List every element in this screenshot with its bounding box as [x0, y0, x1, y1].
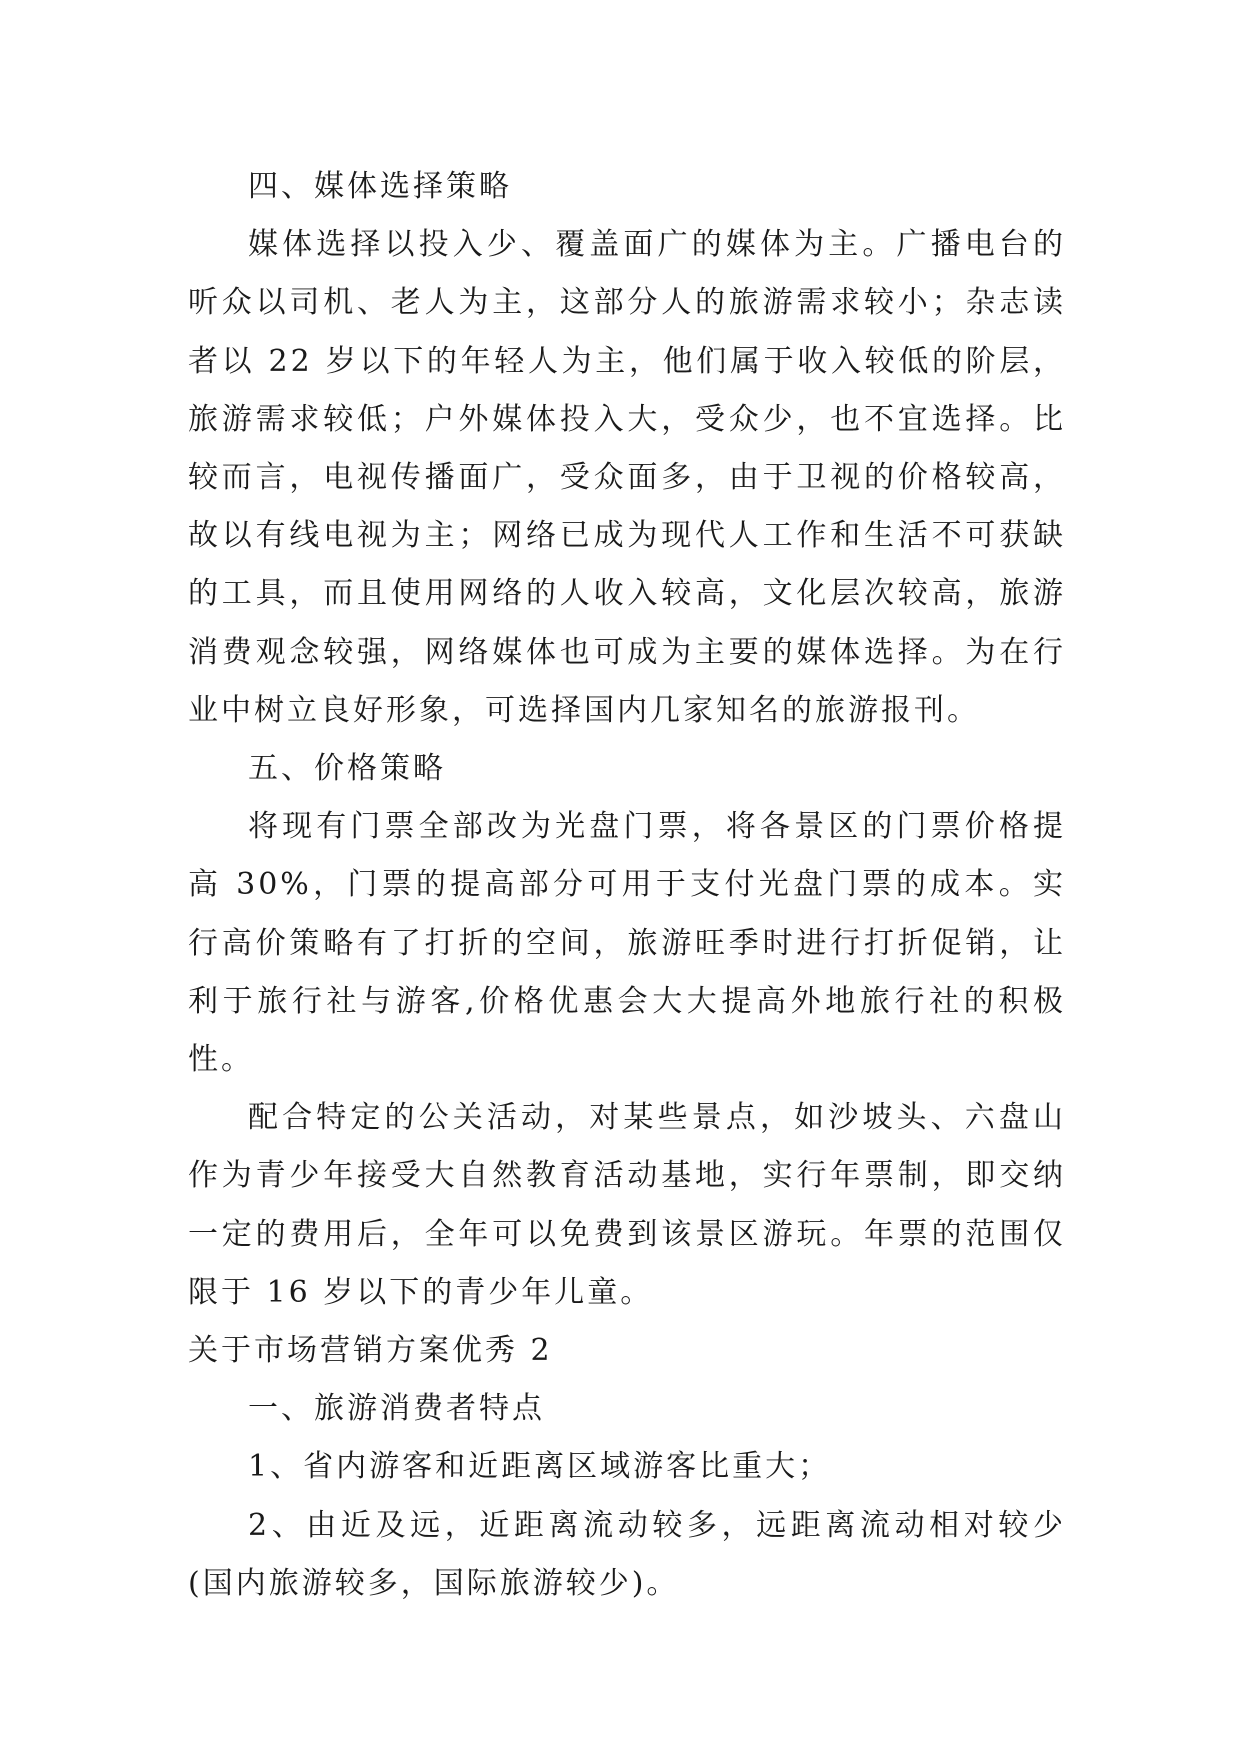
paragraph-media-selection: 媒体选择以投入少、覆盖面广的媒体为主。广播电台的听众以司机、老人为主，这部分人的旅游需求较小；杂志读者以 22 岁以下的年轻人为主，他们属于收入较低的阶层，旅游需求较低；户外媒体投入大，受众少，也不宜选择。比较而言，电视传播面广，受众面多，由于卫视的价格较高，故以有线电视为主；网络已成为现代人工作和生活不可获缺的工具，而且使用网络的人收入较高，文化层次较高，旅游消费观念较强，网络媒体也可成为主要的媒体选择。为在行业中树立良好形象，可选择国内几家知名的旅游报刊。	[188, 227, 1066, 728]
document-page	[188, 158, 1066, 1613]
section-heading-media-strategy: 四、媒体选择策略	[248, 169, 512, 204]
paragraph-annual-ticket: 配合特定的公关活动，对某些景点，如沙坡头、六盘山作为青少年接受大自然教育活动基地，实行年票制，即交纳一定的费用后，全年可以免费到该景区游玩。年票的范围仅限于 16 岁以下的青少年儿童。	[188, 1100, 1066, 1310]
section-heading-consumer-traits: 一、旅游消费者特点	[248, 1391, 545, 1427]
paragraph-ticket-pricing: 将现有门票全部改为光盘门票，将各景区的门票价格提高 30%，门票的提高部分可用于支付光盘门票的成本。实行高价策略有了打折的空间，旅游旺季时进行打折促销，让利于旅行社与游客,价格优惠会大大提高外地旅行社的积极性。	[188, 809, 1066, 1078]
list-item-1: 1、省内游客和近距离区域游客比重大；	[248, 1449, 832, 1485]
section-heading-price-strategy: 五、价格策略	[248, 751, 446, 787]
document-title-2: 关于市场营销方案优秀 2	[188, 1333, 553, 1369]
list-item-2: 2、由近及远，近距离流动较多，远距离流动相对较少(国内旅游较多，国际旅游较少)。	[188, 1507, 1066, 1601]
